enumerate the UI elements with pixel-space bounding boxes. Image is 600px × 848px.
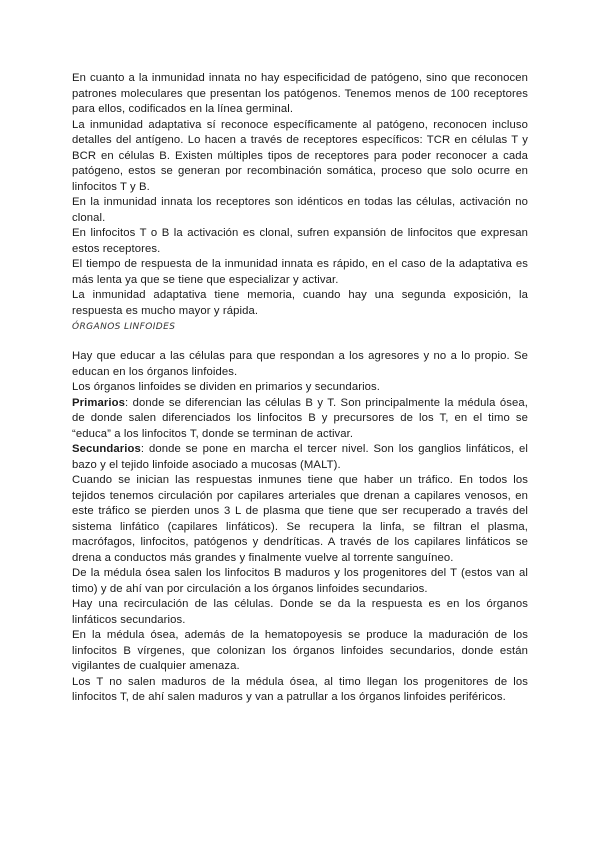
section-immunity-comparison <box>72 71 528 319</box>
paragraph: La inmunidad adaptativa sí reconoce específicamente al patógeno, reconocen incluso detalles del antígeno. Lo hacen a través de receptores específicos: TCR en células T y BCR en células B. Existen múltiples tipos de receptores para poder reconocer a cada patógeno, estos se generan por recombinación somática, proceso que solo ocurre en linfocitos T y B. <box>72 118 528 193</box>
paragraph: Hay una recirculación de las células. Donde se da la respuesta es en los órganos linfáticos secundarios. <box>72 598 528 626</box>
definition-secundarios: : donde se pone en marcha el tercer nivel. Son los ganglios linfáticos, el bazo y el tejido linfoide asociado a mucosas (MALT). <box>72 443 528 471</box>
paragraph: En cuanto a la inmunidad innata no hay especificidad de patógeno, sino que reconocen patrones moleculares que presentan los patógenos. Tenemos menos de 100 receptores para ellos, codificados en la línea germinal. <box>72 72 528 115</box>
paragraph-secundarios <box>72 442 528 473</box>
paragraph: En la médula ósea, además de la hematopoyesis se produce la maduración de los linfocitos B vírgenes, que colonizan los órganos linfoides secundarios, donde están vigilantes de cualquier amenaza. <box>72 629 528 672</box>
paragraph: El tiempo de respuesta de la inmunidad innata es rápido, en el caso de la adaptativa es más lenta ya que se tiene que especializar y activar. <box>72 258 528 286</box>
section-heading: ÓRGANOS LINFOIDES <box>72 322 176 332</box>
paragraph: En la inmunidad innata los receptores son idénticos en todas las células, activación no clonal. <box>72 196 528 224</box>
term-secundarios: Secundarios <box>72 443 141 455</box>
paragraph: En linfocitos T o B la activación es clonal, sufren expansión de linfocitos que expresan estos receptores. <box>72 227 528 255</box>
paragraph: De la médula ósea salen los linfocitos B maduros y los progenitores del T (estos van al timo) y de ahí van por circulación a los órganos linfoides secundarios. <box>72 567 528 595</box>
paragraph: Los órganos linfoides se dividen en primarios y secundarios. <box>72 381 381 393</box>
paragraph: Hay que educar a las células para que respondan a los agresores y no a lo propio. Se educan en los órganos linfoides. <box>72 350 528 378</box>
paragraph-primarios <box>72 396 528 443</box>
paragraph: La inmunidad adaptativa tiene memoria, cuando hay una segunda exposición, la respuesta es mucho mayor y rápida. <box>72 289 528 317</box>
section-lymphoid-organs <box>72 349 528 706</box>
paragraph: Los T no salen maduros de la médula ósea, al timo llegan los progenitores de los linfocitos T, de ahí salen maduros y van a patrullar a los órganos linfoides periféricos. <box>72 675 528 703</box>
definition-primarios: : donde se diferencian las células B y T. Son principalmente la médula ósea, de donde salen diferenciados los linfocitos B y precursores de los T, en el timo se “educa” a los linfocitos T, donde se terminan de activar. <box>72 396 528 440</box>
paragraph: Cuando se inician las respuestas inmunes tiene que haber un tráfico. En todos los tejidos tenemos circulación por capilares arteriales que drenan a capilares venosos, en este tráfico se pierden unos 3 L de plasma que tiene que ser recuperado a través del sistema linfático (capilares linfáticos). Se recupera la linfa, se filtran el plasma, macrófagos, linfocitos, patógenos y dendríticas. A través de los capilares linfáticos se drena a conductos más grandes y finalmente vuelve al torrente sanguíneo. <box>72 474 528 564</box>
term-primarios: Primarios <box>72 396 126 409</box>
